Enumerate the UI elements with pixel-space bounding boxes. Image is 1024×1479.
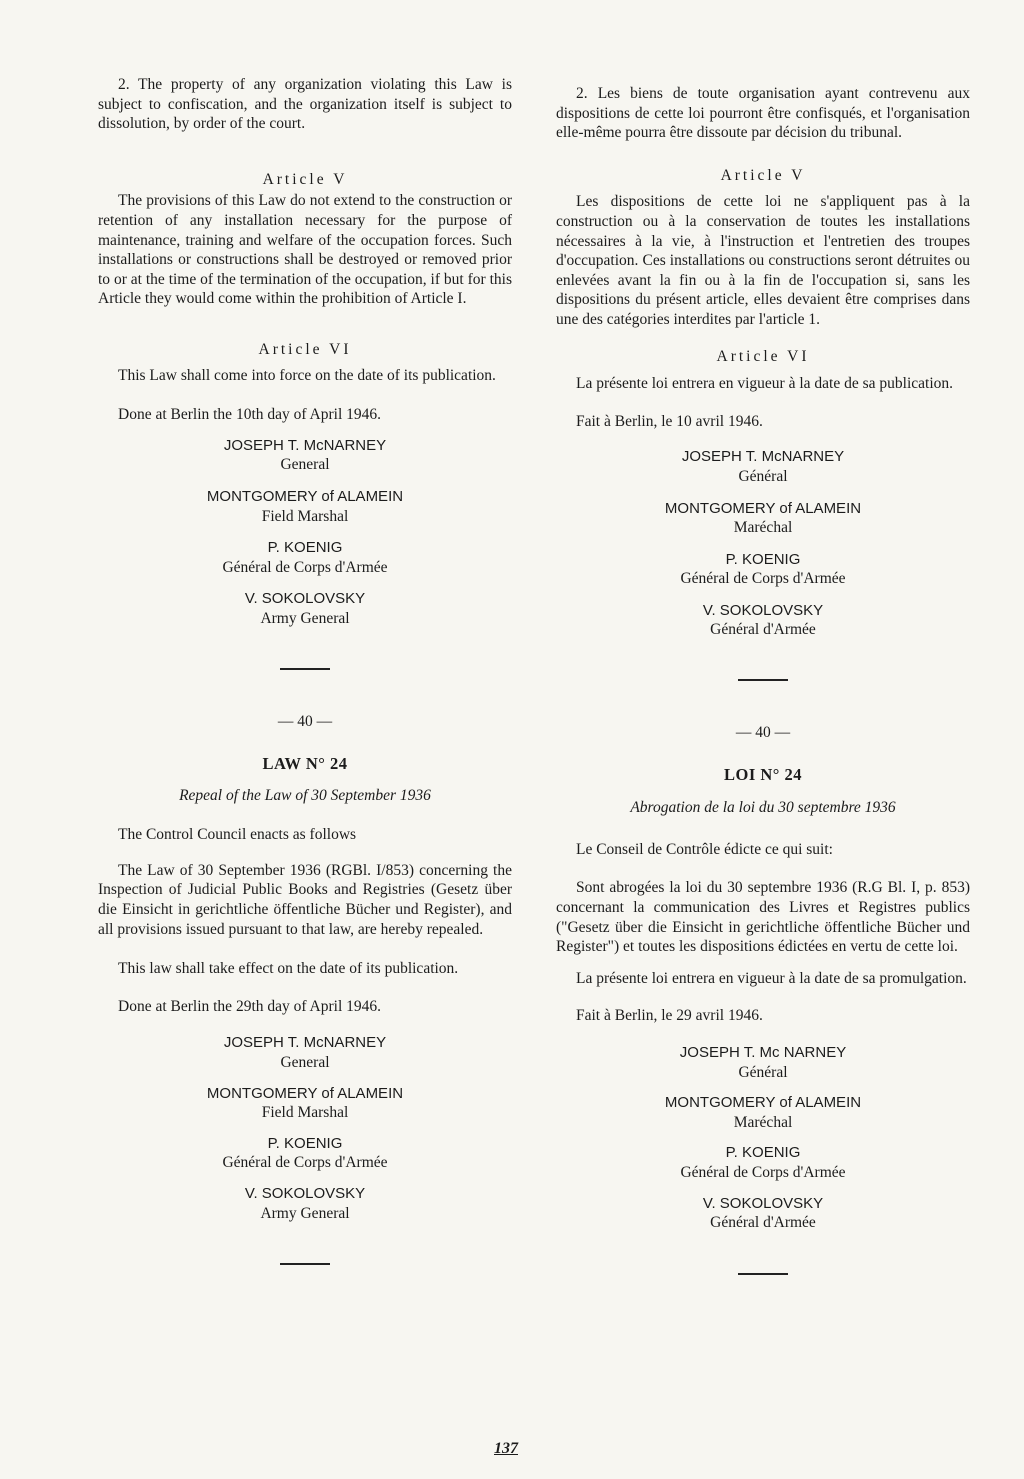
signatory-name: P. KOENIG [267,1134,343,1152]
signature-3 [98,1134,512,1173]
signatory-title: Army General [260,609,350,627]
signature-2 [98,1084,512,1123]
signature-1 [98,1033,512,1072]
signatory-name: MONTGOMERY of ALAMEIN [664,499,862,517]
signatory-title: Field Marshal [261,1104,349,1122]
signature-1 [556,447,970,486]
signatory-name: JOSEPH T. Mc NARNEY [679,1044,847,1061]
article-5-text: Les dispositions de cette loi ne s'appliquent pas à la construction ou à la conservation de toutes les installations nécessaires à la vie, à l'instruction et l'entretien des troupes d'occupation. Ces installations ou constructions seront détruites ou enlevées avant la fin ou à la fin de l'occupation si, sans les dispositions du présent article, elles devaient être comprises dans une des catégories interdites par l'article 1. [556,193,970,328]
article-5-heading: Article V [262,170,348,188]
law-subtitle: Repeal of the Law of 30 September 1936 [179,786,431,804]
effect-line: This law shall take effect on the date of its publication. [118,960,459,978]
signatory-title: Général de Corps d'Armée [222,558,388,576]
law-title: LAW N° 24 [262,754,348,774]
signatory-name: V. SOKOLOVSKY [702,601,824,619]
article-6-heading: Article VI [716,347,810,365]
signatory-name: MONTGOMERY of ALAMEIN [206,1084,404,1102]
signatory-title: Maréchal [733,519,793,537]
signature-1 [98,436,512,475]
done-line-1: Fait à Berlin, le 10 avril 1946. [576,412,763,430]
signature-3 [556,550,970,589]
law-text: The Law of 30 September 1936 (RGBl. I/853) concerning the Inspection of Judicial Public Books and Registries (Gesetz über die Einsicht in gerichtliche öffentliche Bücher und Register), and all provisions issued pursuant to that law, are hereby repealed. [98,861,512,938]
law-text: Sont abrogées la loi du 30 septembre 1936 (R.G Bl. I, p. 853) concernant la communication des Livres et Registres publics ("Gesetz über die Einsicht in gerichtliche öffentliche Bücher und Register") et toutes les dispositions édictées en vertu de cette loi. [556,879,970,956]
signatory-title: Général de Corps d'Armée [680,570,846,588]
signatory-name: P. KOENIG [725,550,801,568]
signature-4 [556,601,970,640]
signature-1 [556,1043,970,1082]
section-divider [280,1263,330,1265]
signatory-title: Général de Corps d'Armée [680,1163,846,1181]
signatory-title: Army General [260,1204,350,1222]
section-divider [738,1273,788,1275]
done-line-2: Done at Berlin the 29th day of April 1946. [118,997,382,1015]
done-line-2: Fait à Berlin, le 29 avril 1946. [576,1007,763,1025]
law-title: LOI N° 24 [723,764,803,784]
signature-4 [98,1184,512,1223]
signature-4 [98,589,512,628]
signature-3 [556,1143,970,1182]
article-5-heading: Article V [720,166,806,184]
signatory-name: JOSEPH T. McNARNEY [223,1034,387,1052]
property-paragraph: 2. Les biens de toute organisation ayant contrevenu aux dispositions de cette loi pourront être confisqués, et l'organisation elle-même pourra être dissoute par décision du tribunal. [556,85,970,142]
signatory-name: V. SOKOLOVSKY [244,590,366,608]
english-column [98,75,512,1265]
signatory-title: Field Marshal [261,507,349,525]
article-5-text: The provisions of this Law do not extend to the construction or retention of any installation necessary for the purpose of maintenance, training and welfare of the occupation forces. Such installations or constructions shall be destroyed or removed prior to or at the time of the termination of the occupation, if but for this Article they would come within the prohibition of Article I. [98,192,512,308]
signatory-title: Général [738,1063,788,1081]
enacts-line: Le Conseil de Contrôle édicte ce qui suit: [576,840,833,858]
article-6-text: La présente loi entrera en vigueur à la date de sa publication. [576,375,954,393]
page-marker: — 40 — [735,724,791,742]
signature-3 [98,538,512,577]
signature-4 [556,1194,970,1233]
law-subtitle: Abrogation de la loi du 30 septembre 1936 [630,799,896,817]
section-divider [738,679,788,681]
french-column [556,84,970,1275]
signatory-title: Général de Corps d'Armée [222,1154,388,1172]
signatory-name: JOSEPH T. McNARNEY [223,436,387,454]
signatory-title: Général [738,467,788,485]
article-6-heading: Article VI [258,340,352,358]
signatory-name: MONTGOMERY of ALAMEIN [664,1094,862,1112]
section-divider [280,668,330,670]
property-paragraph: 2. The property of any organization violating this Law is subject to confiscation, and the organization itself is subject to dissolution, by order of the court. [98,76,512,133]
signatory-name: P. KOENIG [267,539,343,557]
signature-2 [98,487,512,526]
signatory-title: Général d'Armée [710,621,816,639]
enacts-line: The Control Council enacts as follows [118,826,357,844]
signatory-title: Maréchal [733,1113,793,1131]
signatory-name: V. SOKOLOVSKY [702,1194,824,1212]
signatory-title: General [280,456,330,474]
done-line-1: Done at Berlin the 10th day of April 1946. [118,406,382,424]
signatory-title: General [280,1054,330,1071]
page-number: 137 [494,1440,518,1457]
signatory-name: V. SOKOLOVSKY [244,1184,366,1202]
effect-line: La présente loi entrera en vigueur à la date de sa promulgation. [576,969,967,987]
signatory-name: P. KOENIG [725,1144,801,1162]
article-6-text: This Law shall come into force on the date of its publication. [118,366,496,384]
signatory-name: MONTGOMERY of ALAMEIN [206,487,404,505]
signatory-name: JOSEPH T. McNARNEY [681,448,845,466]
signature-2 [556,1093,970,1132]
signature-2 [556,499,970,538]
page-marker: — 40 — [277,713,333,731]
signatory-title: Général d'Armée [710,1214,816,1232]
